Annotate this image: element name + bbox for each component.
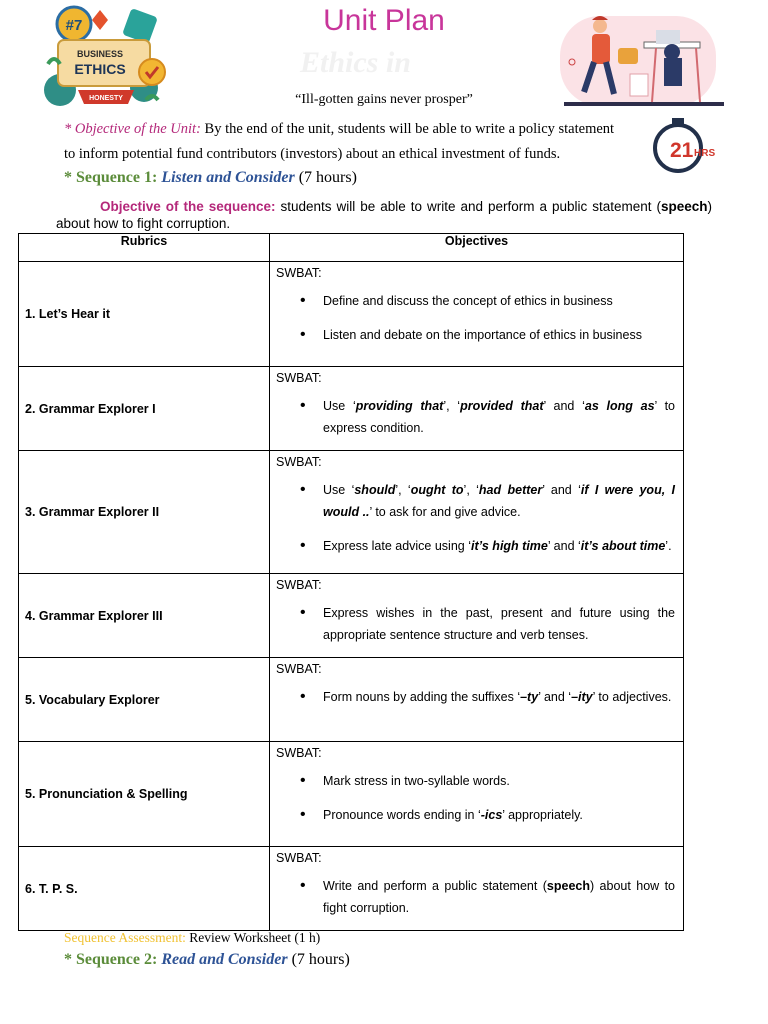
objectives-cell [270, 367, 684, 451]
business-ethics-logo [40, 4, 166, 114]
swbat-label: SWBAT: [276, 851, 322, 865]
rubric-cell: 5. Pronunciation & Spelling [19, 742, 270, 847]
swbat-label: SWBAT: [276, 371, 322, 385]
objective-bullet: • Pronounce words ending in ‘-ics’ appropriately. [276, 804, 675, 826]
rubric-cell: 3. Grammar Explorer II [19, 451, 270, 574]
table-row [19, 574, 684, 658]
timer-unit: HRS [694, 148, 716, 159]
motto: “Ill-gotten gains never prosper” [295, 92, 473, 107]
logo-line2: ETHICS [74, 61, 126, 77]
swbat-label: SWBAT: [276, 746, 322, 760]
table-row [19, 451, 684, 574]
objective-bullet: • Express wishes in the past, present and future using the appropriate sentence structure and verb tenses. [276, 602, 675, 646]
rubric-cell: 1. Let’s Hear it [19, 262, 270, 367]
objective-bullet: • Use ‘providing that’, ‘provided that’ and ‘as long as’ to express condition. [276, 395, 675, 439]
sequence-assessment: Sequence Assessment: Review Worksheet (1 h) [64, 930, 321, 945]
objective-bullet: • Express late advice using ‘it’s high time’ and ‘it’s about time’. [276, 535, 675, 557]
objective-bullet: • Mark stress in two-syllable words. [276, 770, 675, 792]
unit-objective-label: * Objective of the Unit: [64, 121, 201, 137]
objective-bullet: • Write and perform a public statement (speech) about how to fight corruption. [276, 875, 675, 919]
page-title: Unit Plan [323, 4, 445, 37]
logo-line1: BUSINESS [76, 49, 124, 59]
table-row [19, 367, 684, 451]
objectives-cell [270, 658, 684, 742]
unit-objective [64, 117, 664, 167]
header-objectives: Objectives [270, 234, 684, 262]
objective-bullet: • Use ‘should’, ‘ought to’, ‘had better’ and ‘if I were you, I would ..’ to ask for and give advice. [276, 479, 675, 523]
sequence-2-heading: * Sequence 2: Read and Consider (7 hours) [64, 951, 350, 968]
swbat-label: SWBAT: [276, 266, 322, 280]
table-row [19, 262, 684, 367]
unit-objective-line2: to inform potential fund contributors (investors) about an ethical investment of funds. [64, 146, 561, 162]
assessment-label: Sequence Assessment: [64, 930, 186, 945]
header-rubrics: Rubrics [19, 234, 270, 262]
swbat-label: SWBAT: [276, 578, 322, 592]
objective-bullet: • Listen and debate on the importance of ethics in business [276, 324, 675, 346]
rubric-cell: 2. Grammar Explorer I [19, 367, 270, 451]
sequence-1-heading: * Sequence 1: Listen and Consider (7 hours) [64, 169, 357, 186]
corruption-illustration [560, 12, 726, 112]
objective-bullet: • Form nouns by adding the suffixes ‘–ty’ and ‘–ity’ to adjectives. [276, 686, 675, 708]
rubric-cell: 6. T. P. S. [19, 847, 270, 931]
sequence-objective: Objective of the sequence: students will be able to write and perform a public statement (speech) about how to fight corruption. [56, 199, 713, 231]
swbat-label: SWBAT: [276, 662, 322, 676]
table-row [19, 847, 684, 931]
objectives-cell [270, 451, 684, 574]
timer-hours: 21 [670, 139, 694, 162]
logo-ribbon: HONESTY [89, 95, 123, 102]
unit-objective-line1: * Objective of the Unit: By the end of the unit, students will be able to write a policy statement [64, 121, 615, 137]
objectives-cell [270, 574, 684, 658]
objectives-cell [270, 262, 684, 367]
rubrics-table [18, 233, 684, 931]
rubric-cell: 4. Grammar Explorer III [19, 574, 270, 658]
sequence-objective-label: Objective of the sequence: [100, 199, 276, 214]
objective-bullet: • Define and discuss the concept of ethics in business [276, 290, 675, 312]
rubric-cell: 5. Vocabulary Explorer [19, 658, 270, 742]
swbat-label: SWBAT: [276, 455, 322, 469]
ghost-subtitle: Ethics in [300, 46, 411, 79]
table-row [19, 742, 684, 847]
objectives-cell [270, 847, 684, 931]
objectives-cell [270, 742, 684, 847]
table-row [19, 658, 684, 742]
table-header-row [19, 234, 684, 262]
logo-badge: #7 [65, 17, 83, 34]
